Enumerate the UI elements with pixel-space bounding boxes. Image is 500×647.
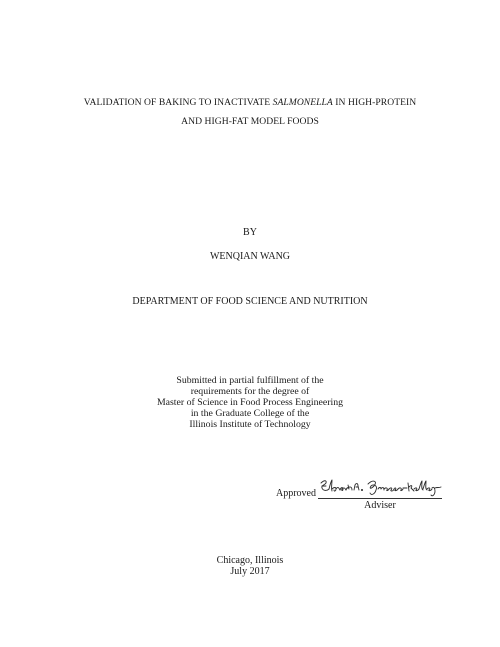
submission-line: requirements for the degree of [190,386,310,397]
by-label: BY [243,227,257,238]
adviser-label: Adviser [364,500,396,511]
title-line-1 [0,97,500,109]
location: Chicago, Illinois [216,555,284,566]
submission-date: July 2017 [230,566,270,577]
department-name: DEPARTMENT OF FOOD SCIENCE AND NUTRITION [132,296,368,307]
submission-line: Master of Science in Food Process Engineering [156,397,344,408]
adviser-signature [318,476,446,500]
title-line-1-after: IN HIGH-PROTEIN [332,97,417,108]
author-name: WENQIAN WANG [209,251,291,262]
signature-line [318,498,442,499]
submission-line: in the Graduate College of the [190,408,310,419]
title-line-1-italic: SALMONELLA [272,97,333,108]
approved-label: Approved [276,488,316,499]
approval-block [276,474,448,514]
title-line-2: AND HIGH-FAT MODEL FOODS [181,116,319,127]
title-line-1-before: VALIDATION OF BAKING TO INACTIVATE [83,97,273,108]
submission-line: Illinois Institute of Technology [189,419,311,430]
submission-line: Submitted in partial fulfillment of the [176,375,324,386]
